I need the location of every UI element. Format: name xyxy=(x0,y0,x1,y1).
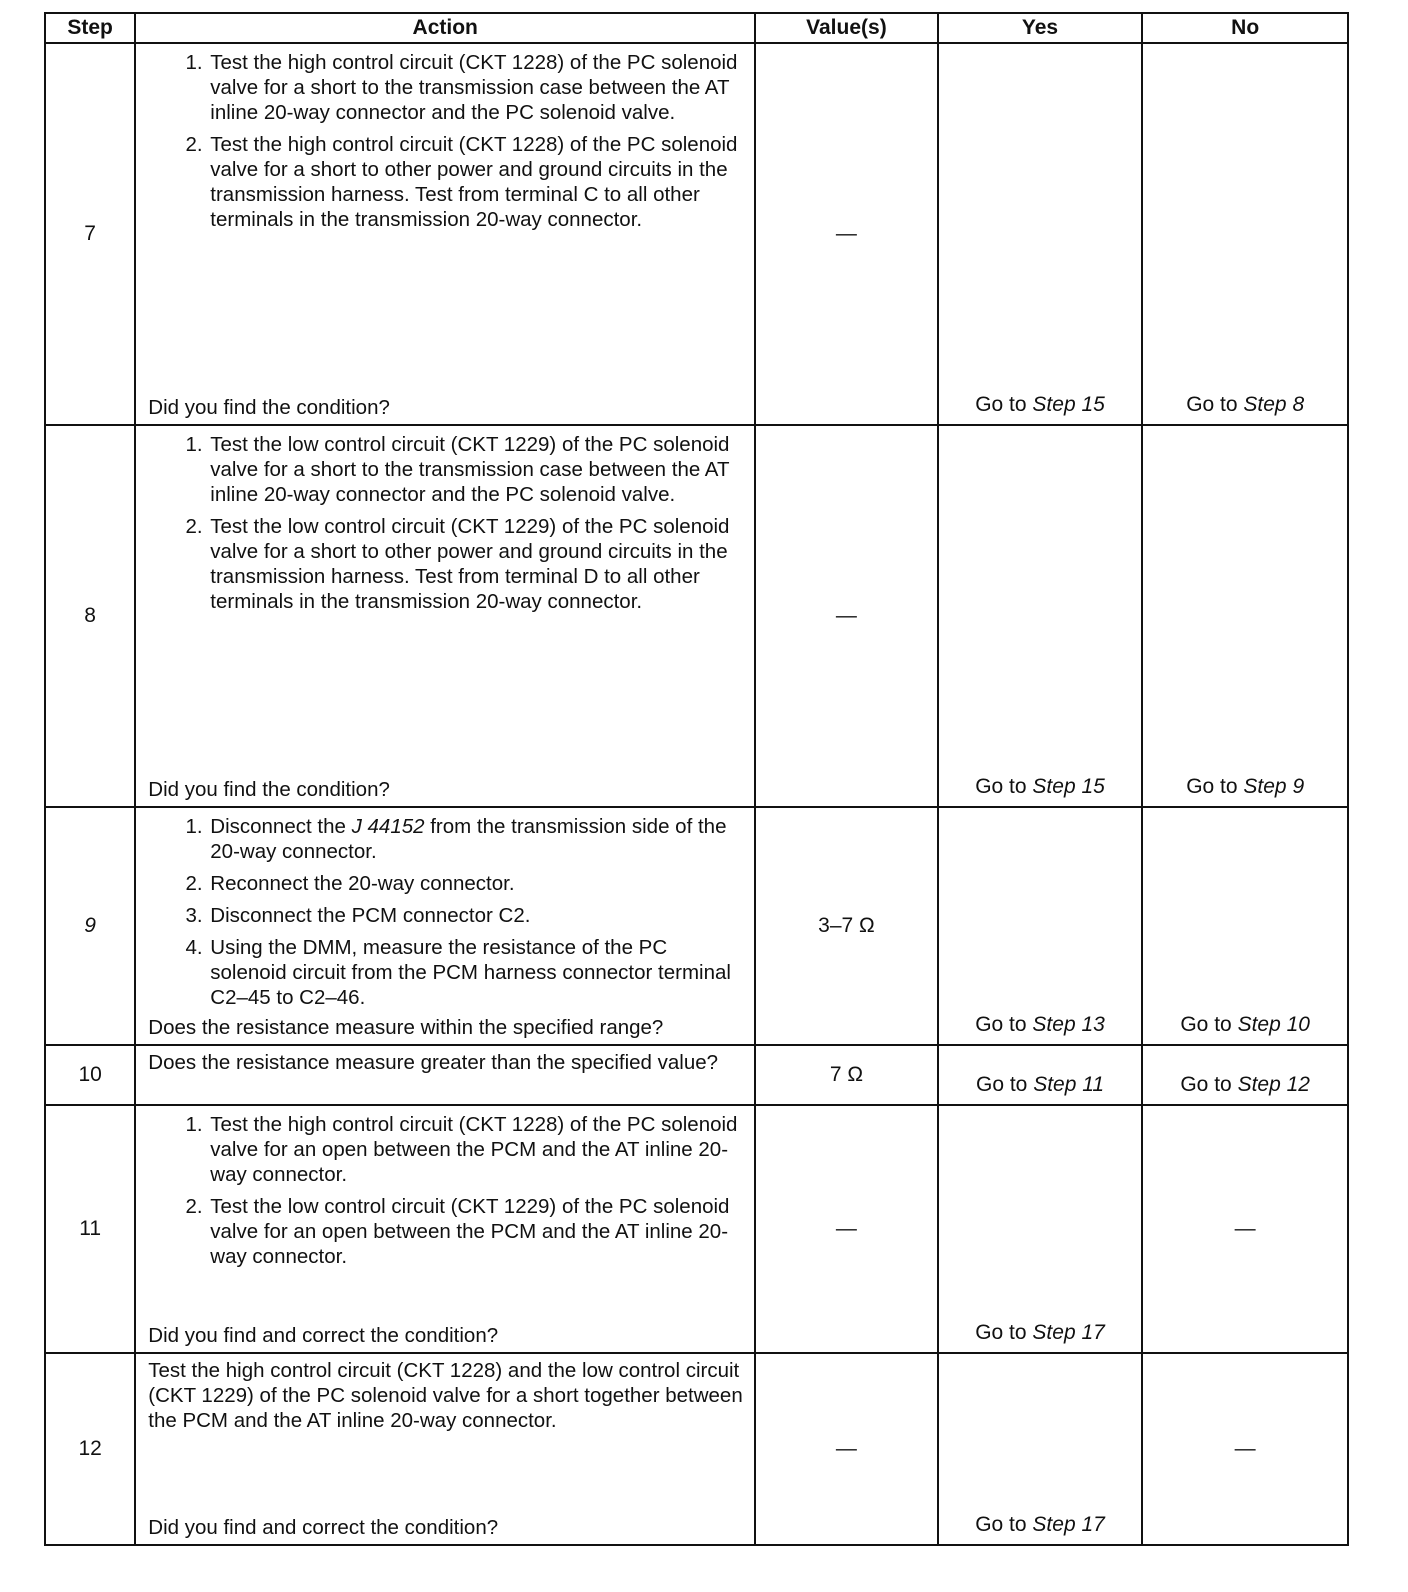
action-question: Does the resistance measure within the specified range? xyxy=(148,1016,664,1039)
step-number: 8 xyxy=(45,425,135,807)
goto-step-link[interactable]: Step 11 xyxy=(1033,1073,1105,1096)
header-row xyxy=(45,13,1348,43)
yes-cell xyxy=(938,1105,1143,1353)
action-question: Did you find and correct the condition? xyxy=(148,1516,499,1539)
table-row xyxy=(45,807,1348,1045)
action-item: 1. Test the high control circuit (CKT 1228) of the PC solenoid valve for a short to the transmission case between the AT inline 20-way connector and the PC solenoid valve. xyxy=(208,50,746,125)
tool-reference: J 44152 xyxy=(351,815,425,838)
yes-cell xyxy=(938,1353,1143,1545)
header-step: Step xyxy=(45,13,135,43)
value-cell: 7 Ω xyxy=(755,1045,938,1105)
goto-text: Go to xyxy=(975,1013,1027,1036)
no-cell xyxy=(1142,43,1348,425)
action-list xyxy=(148,814,746,1010)
goto-text: Go to xyxy=(1186,775,1238,798)
action-item-text: from the transmission side of the 20-way connector. xyxy=(210,815,727,863)
step-number-text: 9 xyxy=(84,914,96,937)
value-cell: — xyxy=(755,1353,938,1545)
header-action: Action xyxy=(135,13,755,43)
goto-text: Go to xyxy=(975,775,1027,798)
goto-text: Go to xyxy=(975,1513,1027,1536)
action-list xyxy=(148,50,746,232)
goto-step-link[interactable]: Step 15 xyxy=(1032,393,1105,416)
no-cell: — xyxy=(1142,1105,1348,1353)
goto-step-link[interactable]: Step 8 xyxy=(1243,393,1305,416)
no-cell: — xyxy=(1142,1353,1348,1545)
action-item: 4. Using the DMM, measure the resistance of the PC solenoid circuit from the PCM harness connector terminal C2–45 to C2–46. xyxy=(208,935,746,1010)
value-cell: — xyxy=(755,425,938,807)
table-row xyxy=(45,1045,1348,1105)
action-list xyxy=(148,1112,746,1269)
goto-text: Go to xyxy=(975,1321,1027,1344)
step-number: 7 xyxy=(45,43,135,425)
header-values: Value(s) xyxy=(755,13,938,43)
action-cell xyxy=(135,1353,755,1545)
diagnostic-table xyxy=(44,12,1349,1546)
value-cell: 3–7 Ω xyxy=(755,807,938,1045)
goto-step-link[interactable]: Step 17 xyxy=(1032,1321,1105,1344)
action-item: 2. Reconnect the 20-way connector. xyxy=(208,871,746,896)
action-text: Test the high control circuit (CKT 1228) and the low control circuit (CKT 1229) of the PC solenoid valve for a short together between the PCM and the AT inline 20-way connector. xyxy=(148,1359,743,1432)
header-no: No xyxy=(1142,13,1348,43)
action-item: 3. Disconnect the PCM connector C2. xyxy=(208,903,746,928)
step-number xyxy=(45,807,135,1045)
goto-step-link[interactable]: Step 12 xyxy=(1237,1073,1310,1096)
action-item-text: Disconnect the xyxy=(210,815,346,838)
goto-step-link[interactable]: Step 10 xyxy=(1237,1013,1310,1036)
goto-text: Go to xyxy=(975,393,1027,416)
goto-text: Go to xyxy=(1180,1073,1232,1096)
action-cell xyxy=(135,807,755,1045)
action-cell xyxy=(135,1045,755,1105)
action-item: 1. Test the high control circuit (CKT 1228) of the PC solenoid valve for an open between the PCM and the AT inline 20-way connector. xyxy=(208,1112,746,1187)
goto-text: Go to xyxy=(1180,1013,1232,1036)
goto-text: Go to xyxy=(975,1073,1028,1096)
action-item: 2. Test the high control circuit (CKT 1228) of the PC solenoid valve for a short to other power and ground circuits in the transmission harness. Test from terminal C to all other terminals in the transmission 20-way connector. xyxy=(208,132,746,232)
goto-step-link[interactable]: Step 13 xyxy=(1032,1013,1105,1036)
no-cell xyxy=(1142,807,1348,1045)
action-item xyxy=(208,814,746,864)
header-yes: Yes xyxy=(938,13,1143,43)
step-number: 10 xyxy=(45,1045,135,1105)
table-row xyxy=(45,43,1348,425)
goto-step-link[interactable]: Step 15 xyxy=(1032,775,1105,798)
action-item: 2. Test the low control circuit (CKT 1229) of the PC solenoid valve for an open between the PCM and the AT inline 20-way connector. xyxy=(208,1194,746,1269)
goto-step-link[interactable]: Step 9 xyxy=(1243,775,1305,798)
table-row xyxy=(45,1105,1348,1353)
action-item: 1. Test the low control circuit (CKT 1229) of the PC solenoid valve for a short to the transmission case between the AT inline 20-way connector and the PC solenoid valve. xyxy=(208,432,746,507)
goto-text: Go to xyxy=(1186,393,1238,416)
action-question: Does the resistance measure greater than the specified value? xyxy=(148,1051,719,1074)
yes-cell xyxy=(938,425,1143,807)
value-cell: — xyxy=(755,43,938,425)
action-list xyxy=(148,432,746,614)
action-question: Did you find the condition? xyxy=(148,396,390,419)
action-question: Did you find the condition? xyxy=(148,778,390,801)
table-row xyxy=(45,425,1348,807)
action-cell xyxy=(135,1105,755,1353)
yes-cell xyxy=(938,807,1143,1045)
value-cell: — xyxy=(755,1105,938,1353)
action-cell xyxy=(135,43,755,425)
yes-cell xyxy=(938,1045,1143,1105)
action-cell xyxy=(135,425,755,807)
no-cell xyxy=(1142,425,1348,807)
yes-cell xyxy=(938,43,1143,425)
step-number: 12 xyxy=(45,1353,135,1545)
goto-step-link[interactable]: Step 17 xyxy=(1032,1513,1105,1536)
action-item: 2. Test the low control circuit (CKT 1229) of the PC solenoid valve for a short to other power and ground circuits in the transmission harness. Test from terminal D to all other terminals in the transmission 20-way connector. xyxy=(208,514,746,614)
no-cell xyxy=(1142,1045,1348,1105)
action-question: Did you find and correct the condition? xyxy=(148,1324,499,1347)
step-number: 11 xyxy=(45,1105,135,1353)
table-row xyxy=(45,1353,1348,1545)
